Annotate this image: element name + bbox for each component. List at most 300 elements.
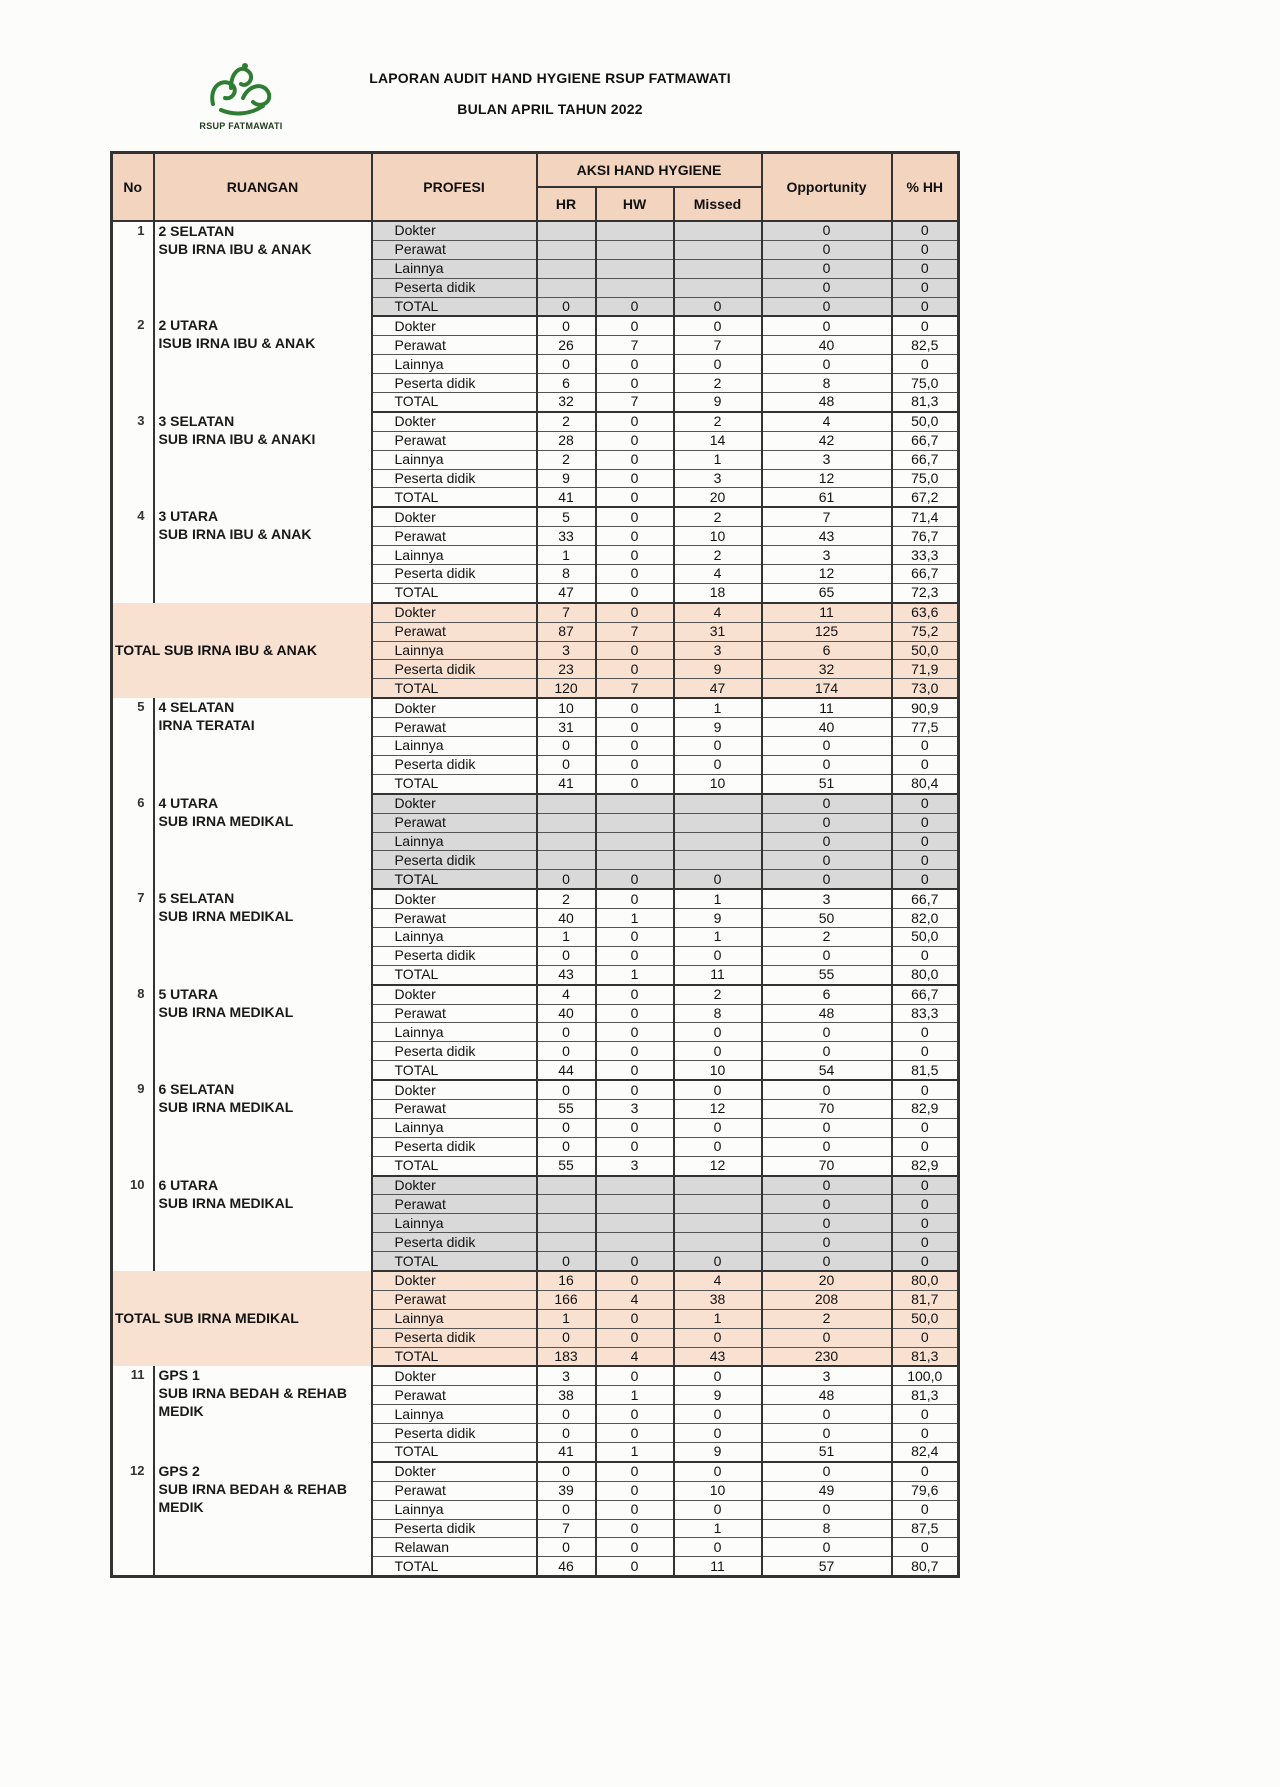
hr-cell: 166 — [537, 1290, 596, 1309]
hh-cell: 82,9 — [892, 1099, 959, 1118]
hr-cell — [537, 1176, 596, 1195]
hh-cell: 66,7 — [892, 565, 959, 584]
hh-cell: 0 — [892, 316, 959, 335]
hh-cell: 75,0 — [892, 469, 959, 488]
hr-cell: 55 — [537, 1156, 596, 1175]
profesi-cell: Lainnya — [372, 641, 537, 660]
hr-cell: 1 — [537, 1309, 596, 1328]
table-row — [112, 985, 959, 1004]
ward-name: GPS 1 — [158, 1367, 200, 1384]
missed-cell: 3 — [674, 641, 762, 660]
ward-name: 5 UTARA — [158, 985, 219, 1002]
hh-cell: 66,7 — [892, 985, 959, 1004]
profesi-cell: Perawat — [372, 1290, 537, 1309]
row-number: 5 — [112, 698, 154, 793]
opportunity-cell: 0 — [762, 1500, 892, 1519]
hh-cell: 0 — [892, 297, 959, 316]
missed-cell: 9 — [674, 393, 762, 412]
hw-cell: 0 — [596, 583, 674, 602]
hw-cell: 0 — [596, 1328, 674, 1347]
missed-cell: 3 — [674, 469, 762, 488]
ruangan-cell — [154, 507, 372, 602]
opportunity-cell: 7 — [762, 507, 892, 526]
missed-cell: 0 — [674, 1042, 762, 1061]
missed-cell: 9 — [674, 1386, 762, 1405]
opportunity-cell: 0 — [762, 755, 892, 774]
hr-cell — [537, 259, 596, 278]
col-hw: HW — [596, 187, 674, 221]
hr-cell: 41 — [537, 774, 596, 793]
opportunity-cell: 174 — [762, 679, 892, 698]
hw-cell: 0 — [596, 450, 674, 469]
col-ruangan: RUANGAN — [154, 153, 372, 222]
profesi-cell: Perawat — [372, 1099, 537, 1118]
profesi-cell: Lainnya — [372, 832, 537, 851]
hh-cell: 90,9 — [892, 698, 959, 717]
hh-cell: 0 — [892, 946, 959, 965]
hr-cell: 2 — [537, 889, 596, 908]
opportunity-cell: 3 — [762, 546, 892, 565]
ward-unit: IRNA TERATAI — [158, 717, 255, 734]
ward-unit: SUB IRNA IBU & ANAK — [158, 526, 312, 543]
hw-cell — [596, 794, 674, 813]
hw-cell: 7 — [596, 393, 674, 412]
table-row — [112, 1366, 959, 1385]
hr-cell: 32 — [537, 393, 596, 412]
hr-cell: 4 — [537, 985, 596, 1004]
unit-group — [112, 1366, 959, 1461]
profesi-cell: Dokter — [372, 1176, 537, 1195]
missed-cell — [674, 813, 762, 832]
missed-cell: 7 — [674, 336, 762, 355]
profesi-cell: Peserta didik — [372, 755, 537, 774]
profesi-cell: TOTAL — [372, 679, 537, 698]
missed-cell: 8 — [674, 1004, 762, 1023]
unit-group — [112, 507, 959, 602]
hh-cell: 76,7 — [892, 527, 959, 546]
opportunity-cell: 0 — [762, 870, 892, 889]
hh-cell: 80,0 — [892, 965, 959, 984]
hr-cell: 31 — [537, 718, 596, 737]
subtotal-label: TOTAL SUB IRNA IBU & ANAK — [112, 603, 372, 698]
hw-cell: 0 — [596, 507, 674, 526]
table-row — [112, 1176, 959, 1195]
missed-cell: 0 — [674, 1118, 762, 1137]
hh-cell: 73,0 — [892, 679, 959, 698]
missed-cell: 0 — [674, 1538, 762, 1557]
profesi-cell: Lainnya — [372, 546, 537, 565]
opportunity-cell: 43 — [762, 527, 892, 546]
opportunity-cell: 20 — [762, 1271, 892, 1290]
profesi-cell: TOTAL — [372, 1443, 537, 1462]
missed-cell: 14 — [674, 431, 762, 450]
opportunity-cell: 0 — [762, 1233, 892, 1252]
unit-group — [112, 794, 959, 889]
hw-cell: 0 — [596, 1023, 674, 1042]
profesi-cell: Dokter — [372, 794, 537, 813]
hh-cell: 80,0 — [892, 1271, 959, 1290]
ward-name: 2 UTARA — [158, 317, 219, 334]
opportunity-cell: 48 — [762, 1386, 892, 1405]
hh-cell: 72,3 — [892, 583, 959, 602]
missed-cell — [674, 221, 762, 240]
hw-cell: 1 — [596, 1386, 674, 1405]
hh-cell: 0 — [892, 1462, 959, 1481]
hh-cell: 82,4 — [892, 1443, 959, 1462]
profesi-cell: Perawat — [372, 1481, 537, 1500]
hw-cell: 0 — [596, 927, 674, 946]
missed-cell: 0 — [674, 737, 762, 756]
ruangan-cell — [154, 412, 372, 507]
hw-cell: 0 — [596, 660, 674, 679]
opportunity-cell: 230 — [762, 1347, 892, 1366]
hr-cell: 41 — [537, 1443, 596, 1462]
opportunity-cell: 2 — [762, 1309, 892, 1328]
opportunity-cell: 50 — [762, 909, 892, 928]
hr-cell — [537, 851, 596, 870]
table-row — [112, 889, 959, 908]
unit-group — [112, 1080, 959, 1175]
hw-cell: 1 — [596, 965, 674, 984]
hr-cell: 2 — [537, 450, 596, 469]
hw-cell: 0 — [596, 1405, 674, 1424]
profesi-cell: Dokter — [372, 603, 537, 622]
missed-cell: 10 — [674, 1481, 762, 1500]
hw-cell: 0 — [596, 1309, 674, 1328]
profesi-cell: Dokter — [372, 316, 537, 335]
opportunity-cell: 0 — [762, 259, 892, 278]
missed-cell: 10 — [674, 1061, 762, 1080]
missed-cell: 10 — [674, 527, 762, 546]
hh-cell: 0 — [892, 870, 959, 889]
table-row — [112, 698, 959, 717]
hw-cell: 0 — [596, 1500, 674, 1519]
unit-group — [112, 985, 959, 1080]
profesi-cell: Perawat — [372, 240, 537, 259]
hr-cell: 0 — [537, 737, 596, 756]
profesi-cell: Perawat — [372, 622, 537, 641]
missed-cell: 11 — [674, 965, 762, 984]
missed-cell — [674, 1233, 762, 1252]
missed-cell: 9 — [674, 718, 762, 737]
opportunity-cell: 0 — [762, 1080, 892, 1099]
row-number: 2 — [112, 316, 154, 411]
opportunity-cell: 0 — [762, 1214, 892, 1233]
ward-name: 5 SELATAN — [158, 890, 235, 907]
missed-cell: 1 — [674, 889, 762, 908]
ward-unit: SUB IRNA MEDIKAL — [158, 812, 294, 829]
hw-cell: 0 — [596, 412, 674, 431]
profesi-cell: Lainnya — [372, 1309, 537, 1328]
unit-group — [112, 1462, 959, 1577]
hh-cell: 83,3 — [892, 1004, 959, 1023]
subtotal-group — [112, 603, 959, 698]
hh-cell: 0 — [892, 1137, 959, 1156]
profesi-cell: Lainnya — [372, 1500, 537, 1519]
ruangan-cell — [154, 1462, 372, 1577]
ward-unit: SUB IRNA BEDAH & REHAB MEDIK — [158, 1480, 347, 1515]
profesi-cell: Lainnya — [372, 927, 537, 946]
missed-cell: 2 — [674, 507, 762, 526]
opportunity-cell: 49 — [762, 1481, 892, 1500]
opportunity-cell: 0 — [762, 1252, 892, 1271]
hr-cell: 9 — [537, 469, 596, 488]
profesi-cell: TOTAL — [372, 1061, 537, 1080]
opportunity-cell: 3 — [762, 889, 892, 908]
missed-cell: 0 — [674, 755, 762, 774]
hw-cell: 0 — [596, 565, 674, 584]
missed-cell: 1 — [674, 698, 762, 717]
hh-cell: 50,0 — [892, 1309, 959, 1328]
hh-cell: 0 — [892, 1405, 959, 1424]
hw-cell: 0 — [596, 1004, 674, 1023]
profesi-cell: Perawat — [372, 1004, 537, 1023]
opportunity-cell: 8 — [762, 374, 892, 393]
hr-cell: 87 — [537, 622, 596, 641]
profesi-cell: Dokter — [372, 985, 537, 1004]
missed-cell: 12 — [674, 1156, 762, 1175]
opportunity-cell: 2 — [762, 927, 892, 946]
opportunity-cell: 0 — [762, 1405, 892, 1424]
opportunity-cell: 12 — [762, 565, 892, 584]
missed-cell — [674, 259, 762, 278]
ward-name: 3 UTARA — [158, 508, 219, 525]
hw-cell: 0 — [596, 1061, 674, 1080]
hw-cell — [596, 1214, 674, 1233]
opportunity-cell: 48 — [762, 393, 892, 412]
hr-cell: 3 — [537, 1366, 596, 1385]
row-number: 4 — [112, 507, 154, 602]
hh-cell: 79,6 — [892, 1481, 959, 1500]
hh-cell: 33,3 — [892, 546, 959, 565]
missed-cell: 4 — [674, 1271, 762, 1290]
hr-cell: 0 — [537, 1118, 596, 1137]
hh-cell: 0 — [892, 813, 959, 832]
profesi-cell: Peserta didik — [372, 1137, 537, 1156]
opportunity-cell: 0 — [762, 1176, 892, 1195]
hw-cell: 4 — [596, 1347, 674, 1366]
row-number: 7 — [112, 889, 154, 984]
ward-unit: SUB IRNA BEDAH & REHAB MEDIK — [158, 1385, 347, 1420]
hh-cell: 0 — [892, 1538, 959, 1557]
hw-cell — [596, 259, 674, 278]
opportunity-cell: 6 — [762, 985, 892, 1004]
opportunity-cell: 57 — [762, 1557, 892, 1577]
missed-cell: 1 — [674, 1519, 762, 1538]
ward-unit: SUB IRNA MEDIKAL — [158, 1099, 294, 1116]
missed-cell: 0 — [674, 316, 762, 335]
profesi-cell: Peserta didik — [372, 946, 537, 965]
ward-unit: ISUB IRNA IBU & ANAK — [158, 335, 316, 352]
profesi-cell: TOTAL — [372, 583, 537, 602]
ward-name: 2 SELATAN — [158, 223, 235, 239]
profesi-cell: TOTAL — [372, 297, 537, 316]
missed-cell: 9 — [674, 660, 762, 679]
hh-cell: 0 — [892, 1252, 959, 1271]
ward-unit: SUB IRNA MEDIKAL — [158, 1194, 294, 1211]
hh-cell: 81,7 — [892, 1290, 959, 1309]
opportunity-cell: 51 — [762, 774, 892, 793]
hw-cell: 0 — [596, 1538, 674, 1557]
hh-cell: 0 — [892, 1023, 959, 1042]
opportunity-cell: 11 — [762, 698, 892, 717]
hr-cell: 1 — [537, 927, 596, 946]
missed-cell: 0 — [674, 946, 762, 965]
missed-cell: 4 — [674, 603, 762, 622]
hh-cell: 82,5 — [892, 336, 959, 355]
profesi-cell: Lainnya — [372, 450, 537, 469]
hw-cell: 0 — [596, 737, 674, 756]
missed-cell: 1 — [674, 927, 762, 946]
missed-cell: 0 — [674, 870, 762, 889]
hh-cell: 0 — [892, 1195, 959, 1214]
missed-cell: 43 — [674, 1347, 762, 1366]
missed-cell — [674, 1195, 762, 1214]
opportunity-cell: 0 — [762, 1538, 892, 1557]
missed-cell: 2 — [674, 412, 762, 431]
hr-cell — [537, 1214, 596, 1233]
ruangan-cell — [154, 1176, 372, 1271]
missed-cell: 0 — [674, 1137, 762, 1156]
hh-cell: 0 — [892, 794, 959, 813]
row-number: 9 — [112, 1080, 154, 1175]
hh-cell: 80,7 — [892, 1557, 959, 1577]
hh-cell: 0 — [892, 1328, 959, 1347]
hr-cell: 47 — [537, 583, 596, 602]
hw-cell: 0 — [596, 374, 674, 393]
profesi-cell: Peserta didik — [372, 1328, 537, 1347]
hh-cell: 80,4 — [892, 774, 959, 793]
opportunity-cell: 6 — [762, 641, 892, 660]
profesi-cell: Peserta didik — [372, 565, 537, 584]
missed-cell — [674, 832, 762, 851]
profesi-cell: Lainnya — [372, 737, 537, 756]
hr-cell: 7 — [537, 1519, 596, 1538]
hw-cell: 7 — [596, 679, 674, 698]
hw-cell — [596, 832, 674, 851]
hh-cell: 77,5 — [892, 718, 959, 737]
hw-cell: 0 — [596, 755, 674, 774]
hh-cell: 66,7 — [892, 889, 959, 908]
unit-group — [112, 889, 959, 984]
hr-cell: 0 — [537, 355, 596, 374]
opportunity-cell: 70 — [762, 1156, 892, 1175]
missed-cell: 2 — [674, 374, 762, 393]
profesi-cell: Peserta didik — [372, 1519, 537, 1538]
hw-cell — [596, 851, 674, 870]
hh-cell: 75,0 — [892, 374, 959, 393]
ward-unit: SUB IRNA IBU & ANAK — [158, 241, 312, 257]
ruangan-cell — [154, 889, 372, 984]
hh-cell: 0 — [892, 1424, 959, 1443]
hw-cell: 0 — [596, 1252, 674, 1271]
unit-group — [112, 698, 959, 793]
profesi-cell: TOTAL — [372, 965, 537, 984]
hh-cell: 0 — [892, 832, 959, 851]
hr-cell: 2 — [537, 412, 596, 431]
missed-cell: 2 — [674, 546, 762, 565]
hh-cell: 63,6 — [892, 603, 959, 622]
opportunity-cell: 0 — [762, 1118, 892, 1137]
hw-cell: 0 — [596, 355, 674, 374]
hw-cell: 0 — [596, 946, 674, 965]
opportunity-cell: 40 — [762, 718, 892, 737]
hh-cell: 50,0 — [892, 927, 959, 946]
profesi-cell: Relawan — [372, 1538, 537, 1557]
profesi-cell: Peserta didik — [372, 851, 537, 870]
profesi-cell: Perawat — [372, 909, 537, 928]
ruangan-cell — [154, 221, 372, 316]
col-opportunity: Opportunity — [762, 153, 892, 222]
hr-cell: 0 — [537, 1328, 596, 1347]
hr-cell: 16 — [537, 1271, 596, 1290]
hr-cell: 44 — [537, 1061, 596, 1080]
opportunity-cell: 8 — [762, 1519, 892, 1538]
hh-cell: 81,3 — [892, 393, 959, 412]
hr-cell: 0 — [537, 297, 596, 316]
hw-cell: 3 — [596, 1099, 674, 1118]
ward-unit: SUB IRNA MEDIKAL — [158, 1003, 294, 1020]
hh-cell: 0 — [892, 240, 959, 259]
hr-cell: 0 — [537, 870, 596, 889]
ward-name: GPS 2 — [158, 1462, 200, 1479]
hr-cell — [537, 794, 596, 813]
hh-cell: 0 — [892, 259, 959, 278]
hr-cell: 55 — [537, 1099, 596, 1118]
hr-cell: 8 — [537, 565, 596, 584]
subtotal-label: TOTAL SUB IRNA MEDIKAL — [112, 1271, 372, 1366]
table-row — [112, 507, 959, 526]
missed-cell: 0 — [674, 355, 762, 374]
row-number: 12 — [112, 1462, 154, 1577]
hw-cell: 0 — [596, 985, 674, 1004]
hw-cell — [596, 1233, 674, 1252]
opportunity-cell: 61 — [762, 488, 892, 507]
table-row — [112, 412, 959, 431]
ruangan-cell — [154, 1080, 372, 1175]
missed-cell — [674, 240, 762, 259]
missed-cell: 18 — [674, 583, 762, 602]
hr-cell: 0 — [537, 1023, 596, 1042]
hr-cell: 0 — [537, 316, 596, 335]
hh-cell: 67,2 — [892, 488, 959, 507]
table-row — [112, 794, 959, 813]
opportunity-cell: 0 — [762, 832, 892, 851]
opportunity-cell: 65 — [762, 583, 892, 602]
hh-cell: 0 — [892, 1080, 959, 1099]
hr-cell — [537, 278, 596, 297]
table-row — [112, 1271, 959, 1290]
hw-cell: 0 — [596, 1080, 674, 1099]
hh-cell: 0 — [892, 1500, 959, 1519]
hw-cell: 0 — [596, 1481, 674, 1500]
hw-cell: 0 — [596, 1557, 674, 1577]
profesi-cell: Perawat — [372, 813, 537, 832]
missed-cell — [674, 794, 762, 813]
opportunity-cell: 0 — [762, 240, 892, 259]
opportunity-cell: 40 — [762, 336, 892, 355]
hw-cell: 0 — [596, 1042, 674, 1061]
hh-cell: 0 — [892, 851, 959, 870]
profesi-cell: TOTAL — [372, 1557, 537, 1577]
opportunity-cell: 0 — [762, 794, 892, 813]
profesi-cell: Dokter — [372, 698, 537, 717]
profesi-cell: Peserta didik — [372, 1424, 537, 1443]
hw-cell: 0 — [596, 889, 674, 908]
table-row — [112, 1462, 959, 1481]
hh-cell: 0 — [892, 278, 959, 297]
unit-group — [112, 316, 959, 411]
